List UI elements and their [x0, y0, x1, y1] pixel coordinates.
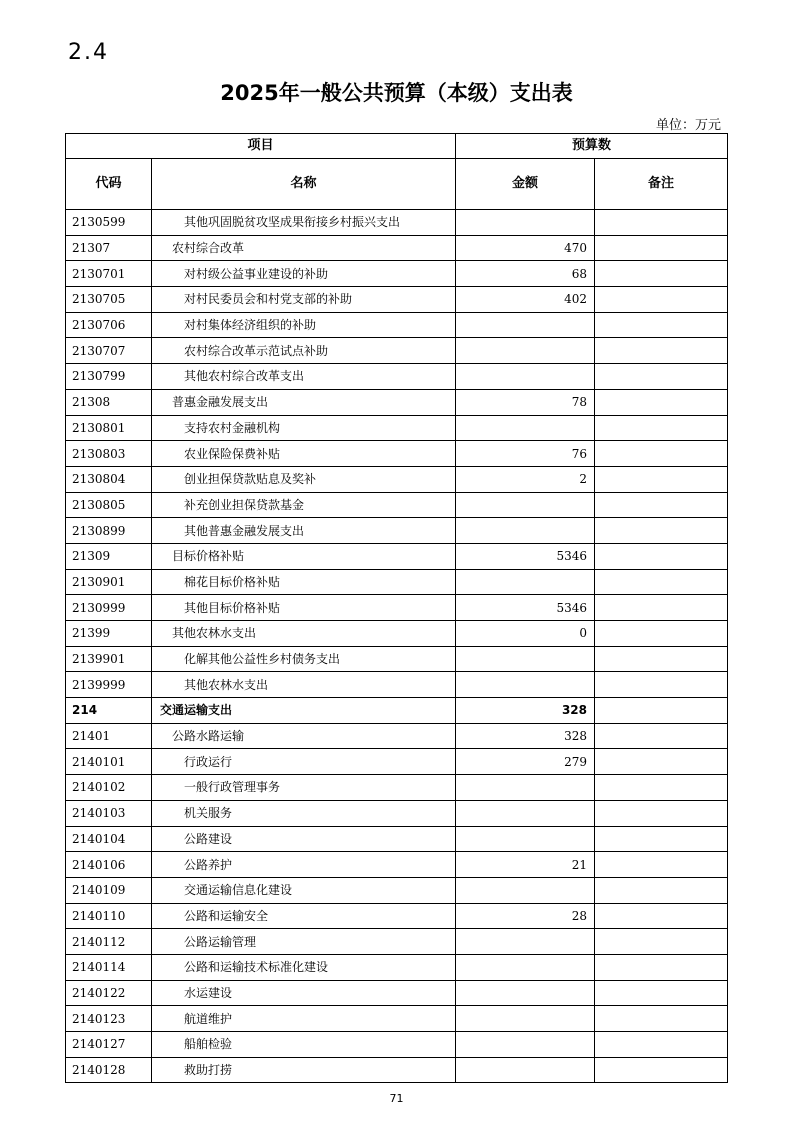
- unit-label: 单位：万元: [655, 118, 721, 133]
- cell-amount: 68: [456, 261, 595, 287]
- cell-amount: [456, 877, 595, 903]
- table-row: [66, 389, 728, 415]
- cell-name: 公路养护: [152, 852, 456, 878]
- cell-code: 21399: [66, 621, 152, 647]
- table-row: [66, 1057, 728, 1083]
- cell-code: 2130799: [66, 364, 152, 390]
- cell-code: 2130901: [66, 569, 152, 595]
- cell-code: 2140102: [66, 775, 152, 801]
- cell-code: 2130803: [66, 441, 152, 467]
- cell-amount: 328: [456, 698, 595, 724]
- cell-remark: [595, 364, 728, 390]
- cell-name: 对村集体经济组织的补助: [152, 312, 456, 338]
- cell-remark: [595, 595, 728, 621]
- cell-name: 棉花目标价格补贴: [152, 569, 456, 595]
- cell-remark: [595, 287, 728, 313]
- table-row: [66, 826, 728, 852]
- table-row: [66, 518, 728, 544]
- cell-remark: [595, 749, 728, 775]
- cell-remark: [595, 698, 728, 724]
- cell-amount: [456, 210, 595, 236]
- cell-remark: [595, 441, 728, 467]
- table-row: [66, 492, 728, 518]
- cell-name: 农村综合改革示范试点补助: [152, 338, 456, 364]
- header-item: 项目: [66, 134, 456, 159]
- cell-name: 补充创业担保贷款基金: [152, 492, 456, 518]
- cell-name: 其他农村综合改革支出: [152, 364, 456, 390]
- cell-remark: [595, 852, 728, 878]
- cell-name: 行政运行: [152, 749, 456, 775]
- cell-remark: [595, 672, 728, 698]
- cell-name: 化解其他公益性乡村债务支出: [152, 646, 456, 672]
- table-row: [66, 595, 728, 621]
- cell-code: 214: [66, 698, 152, 724]
- cell-code: 21309: [66, 543, 152, 569]
- cell-amount: [456, 1032, 595, 1058]
- cell-code: 2130705: [66, 287, 152, 313]
- cell-remark: [595, 1032, 728, 1058]
- cell-code: 2130707: [66, 338, 152, 364]
- cell-remark: [595, 723, 728, 749]
- table-row: [66, 338, 728, 364]
- cell-amount: [456, 518, 595, 544]
- cell-name: 创业担保贷款贴息及奖补: [152, 466, 456, 492]
- cell-name: 水运建设: [152, 980, 456, 1006]
- cell-amount: 5346: [456, 543, 595, 569]
- table-row: [66, 1006, 728, 1032]
- table-header: [66, 134, 728, 210]
- table-row: [66, 287, 728, 313]
- cell-amount: [456, 929, 595, 955]
- cell-code: 21308: [66, 389, 152, 415]
- cell-remark: [595, 980, 728, 1006]
- cell-code: 2140106: [66, 852, 152, 878]
- table-row: [66, 466, 728, 492]
- cell-name: 公路和运输安全: [152, 903, 456, 929]
- table-row: [66, 235, 728, 261]
- cell-amount: 328: [456, 723, 595, 749]
- table-row: [66, 698, 728, 724]
- cell-remark: [595, 929, 728, 955]
- header-name: 名称: [152, 159, 456, 210]
- cell-amount: 76: [456, 441, 595, 467]
- cell-remark: [595, 466, 728, 492]
- cell-amount: [456, 569, 595, 595]
- cell-remark: [595, 492, 728, 518]
- cell-name: 公路水路运输: [152, 723, 456, 749]
- table-row: [66, 210, 728, 236]
- cell-remark: [595, 235, 728, 261]
- cell-remark: [595, 775, 728, 801]
- cell-code: 2140114: [66, 954, 152, 980]
- cell-name: 公路运输管理: [152, 929, 456, 955]
- header-remark: 备注: [595, 159, 728, 210]
- table-row: [66, 775, 728, 801]
- table-row: [66, 954, 728, 980]
- header-amount: 金额: [456, 159, 595, 210]
- cell-amount: [456, 954, 595, 980]
- cell-amount: 2: [456, 466, 595, 492]
- cell-amount: [456, 492, 595, 518]
- cell-remark: [595, 1057, 728, 1083]
- cell-amount: [456, 672, 595, 698]
- cell-amount: [456, 646, 595, 672]
- cell-amount: 279: [456, 749, 595, 775]
- header-code: 代码: [66, 159, 152, 210]
- table-row: [66, 672, 728, 698]
- cell-code: 21307: [66, 235, 152, 261]
- table-row: [66, 903, 728, 929]
- page-title: 2025年一般公共预算（本级）支出表: [220, 81, 573, 105]
- cell-name: 农业保险保费补贴: [152, 441, 456, 467]
- cell-remark: [595, 415, 728, 441]
- cell-code: 2130701: [66, 261, 152, 287]
- cell-remark: [595, 1006, 728, 1032]
- table-row: [66, 877, 728, 903]
- cell-amount: [456, 312, 595, 338]
- cell-remark: [595, 518, 728, 544]
- cell-remark: [595, 210, 728, 236]
- cell-code: 2140101: [66, 749, 152, 775]
- table-row: [66, 621, 728, 647]
- cell-name: 农村综合改革: [152, 235, 456, 261]
- cell-name: 救助打捞: [152, 1057, 456, 1083]
- cell-remark: [595, 877, 728, 903]
- cell-remark: [595, 621, 728, 647]
- cell-name: 其他普惠金融发展支出: [152, 518, 456, 544]
- cell-amount: [456, 364, 595, 390]
- page-number: 71: [389, 1092, 404, 1105]
- cell-code: 2130805: [66, 492, 152, 518]
- cell-name: 目标价格补贴: [152, 543, 456, 569]
- cell-remark: [595, 954, 728, 980]
- cell-amount: 78: [456, 389, 595, 415]
- cell-code: 2139901: [66, 646, 152, 672]
- cell-name: 对村级公益事业建设的补助: [152, 261, 456, 287]
- cell-amount: 0: [456, 621, 595, 647]
- table-row: [66, 543, 728, 569]
- cell-amount: 5346: [456, 595, 595, 621]
- cell-amount: [456, 415, 595, 441]
- cell-code: 2140109: [66, 877, 152, 903]
- cell-name: 普惠金融发展支出: [152, 389, 456, 415]
- cell-code: 2130804: [66, 466, 152, 492]
- cell-name: 支持农村金融机构: [152, 415, 456, 441]
- cell-remark: [595, 261, 728, 287]
- cell-remark: [595, 826, 728, 852]
- cell-code: 21401: [66, 723, 152, 749]
- cell-remark: [595, 543, 728, 569]
- cell-code: 2140112: [66, 929, 152, 955]
- cell-code: 2140104: [66, 826, 152, 852]
- table-row: [66, 723, 728, 749]
- cell-name: 交通运输支出: [152, 698, 456, 724]
- cell-remark: [595, 569, 728, 595]
- cell-code: 2140123: [66, 1006, 152, 1032]
- cell-name: 对村民委员会和村党支部的补助: [152, 287, 456, 313]
- cell-name: 公路建设: [152, 826, 456, 852]
- cell-remark: [595, 903, 728, 929]
- cell-name: 其他农林水支出: [152, 621, 456, 647]
- cell-name: 交通运输信息化建设: [152, 877, 456, 903]
- cell-code: 2130899: [66, 518, 152, 544]
- cell-code: 2140128: [66, 1057, 152, 1083]
- table-row: [66, 646, 728, 672]
- cell-code: 2140122: [66, 980, 152, 1006]
- cell-amount: [456, 338, 595, 364]
- table-row: [66, 312, 728, 338]
- table-row: [66, 749, 728, 775]
- table-body: [66, 210, 728, 1083]
- cell-amount: 21: [456, 852, 595, 878]
- table-row: [66, 980, 728, 1006]
- cell-remark: [595, 389, 728, 415]
- cell-amount: [456, 775, 595, 801]
- cell-code: 2130801: [66, 415, 152, 441]
- cell-name: 一般行政管理事务: [152, 775, 456, 801]
- cell-amount: 402: [456, 287, 595, 313]
- cell-name: 其他目标价格补贴: [152, 595, 456, 621]
- table-row: [66, 441, 728, 467]
- table-row: [66, 1032, 728, 1058]
- cell-code: 2130706: [66, 312, 152, 338]
- table-row: [66, 800, 728, 826]
- cell-code: 2130999: [66, 595, 152, 621]
- table-row: [66, 415, 728, 441]
- cell-name: 机关服务: [152, 800, 456, 826]
- cell-amount: [456, 1006, 595, 1032]
- table-row: [66, 364, 728, 390]
- cell-amount: 28: [456, 903, 595, 929]
- cell-remark: [595, 800, 728, 826]
- budget-table: [65, 133, 728, 1083]
- cell-remark: [595, 646, 728, 672]
- cell-code: 2130599: [66, 210, 152, 236]
- cell-remark: [595, 312, 728, 338]
- table-row: [66, 929, 728, 955]
- cell-amount: 470: [456, 235, 595, 261]
- cell-code: 2139999: [66, 672, 152, 698]
- table-row: [66, 569, 728, 595]
- section-number: 2.4: [68, 40, 109, 65]
- cell-name: 其他农林水支出: [152, 672, 456, 698]
- cell-name: 航道维护: [152, 1006, 456, 1032]
- cell-amount: [456, 826, 595, 852]
- cell-name: 其他巩固脱贫攻坚成果衔接乡村振兴支出: [152, 210, 456, 236]
- table-row: [66, 261, 728, 287]
- cell-code: 2140127: [66, 1032, 152, 1058]
- cell-amount: [456, 800, 595, 826]
- cell-code: 2140103: [66, 800, 152, 826]
- table-row: [66, 852, 728, 878]
- cell-name: 公路和运输技术标准化建设: [152, 954, 456, 980]
- cell-amount: [456, 1057, 595, 1083]
- header-budget: 预算数: [456, 134, 728, 159]
- cell-amount: [456, 980, 595, 1006]
- cell-code: 2140110: [66, 903, 152, 929]
- cell-remark: [595, 338, 728, 364]
- cell-name: 船舶检验: [152, 1032, 456, 1058]
